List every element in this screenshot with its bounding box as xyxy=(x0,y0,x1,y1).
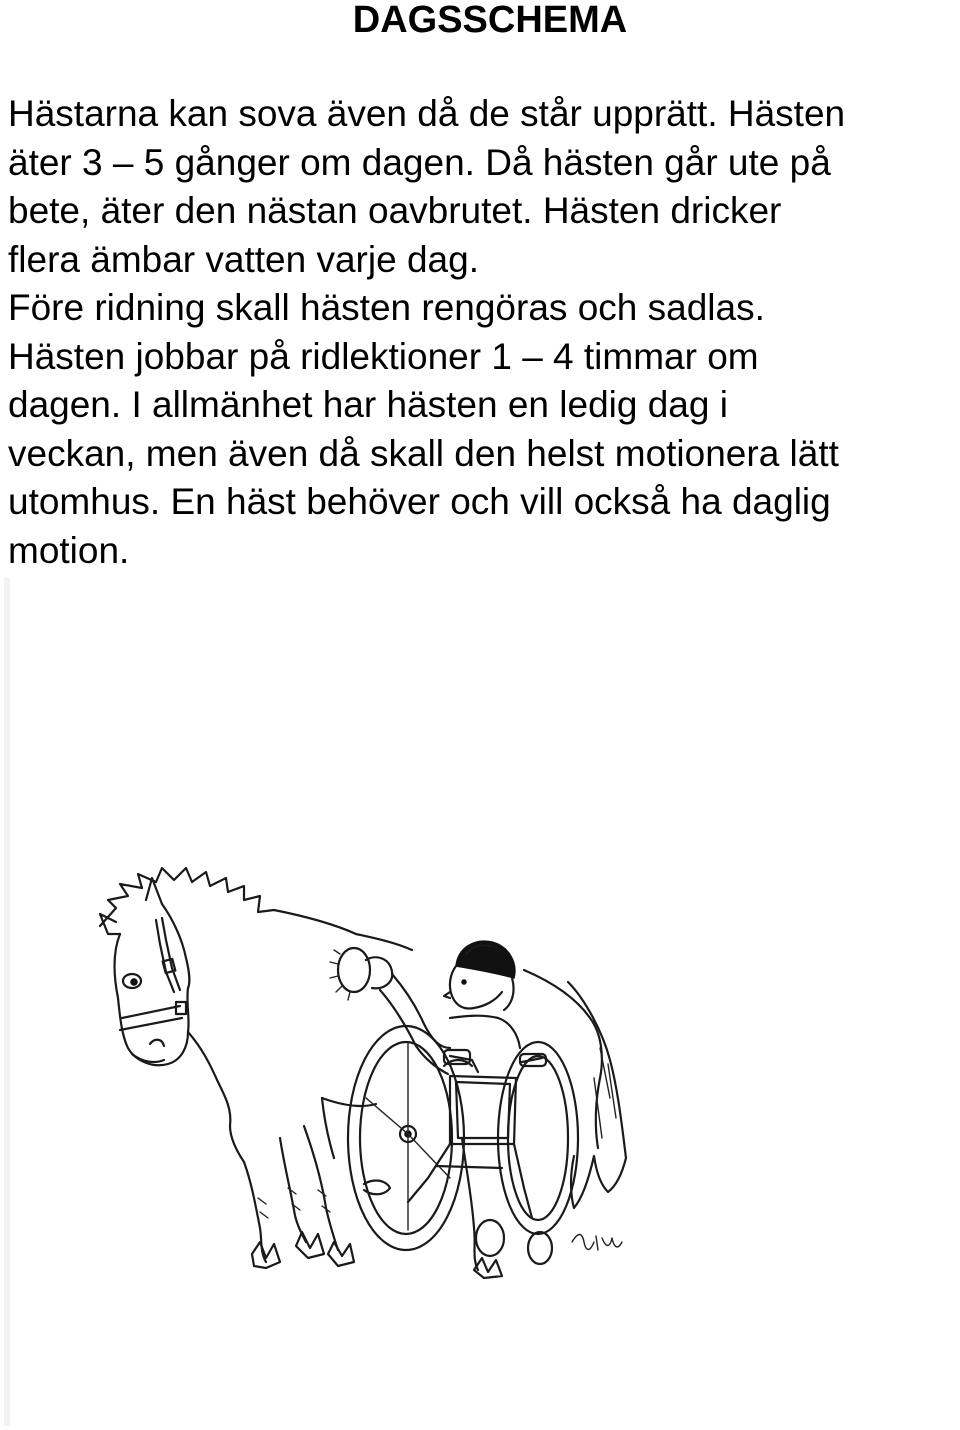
text-line: dagen. I allmänhet har hästen en ledig dag i xyxy=(8,384,728,425)
text-line: bete, äter den nästan oavbrutet. Hästen dricker xyxy=(8,190,782,231)
drawing-icon xyxy=(4,578,856,1426)
page-title: DAGSSCHEMA xyxy=(352,0,628,41)
text-line: veckan, men även då skall den helst motionera lätt xyxy=(8,432,839,474)
body-paragraph xyxy=(8,90,958,575)
text-line: Hästarna kan sova även då de står upprätt. Hästen xyxy=(8,93,846,134)
horse-grooming-illustration xyxy=(4,578,856,1426)
text-line: Före ridning skall hästen rengöras och sadlas. xyxy=(8,287,765,328)
text-line: utomhus. En häst behöver och vill också ha daglig xyxy=(8,481,831,522)
text-line: äter 3 – 5 gånger om dagen. Då hästen går ute på xyxy=(8,141,831,183)
text-line: flera ämbar vatten varje dag. xyxy=(8,238,479,280)
text-line: Hästen jobbar på ridlektioner 1 – 4 timmar om xyxy=(8,335,759,377)
text-line: motion. xyxy=(8,529,130,571)
